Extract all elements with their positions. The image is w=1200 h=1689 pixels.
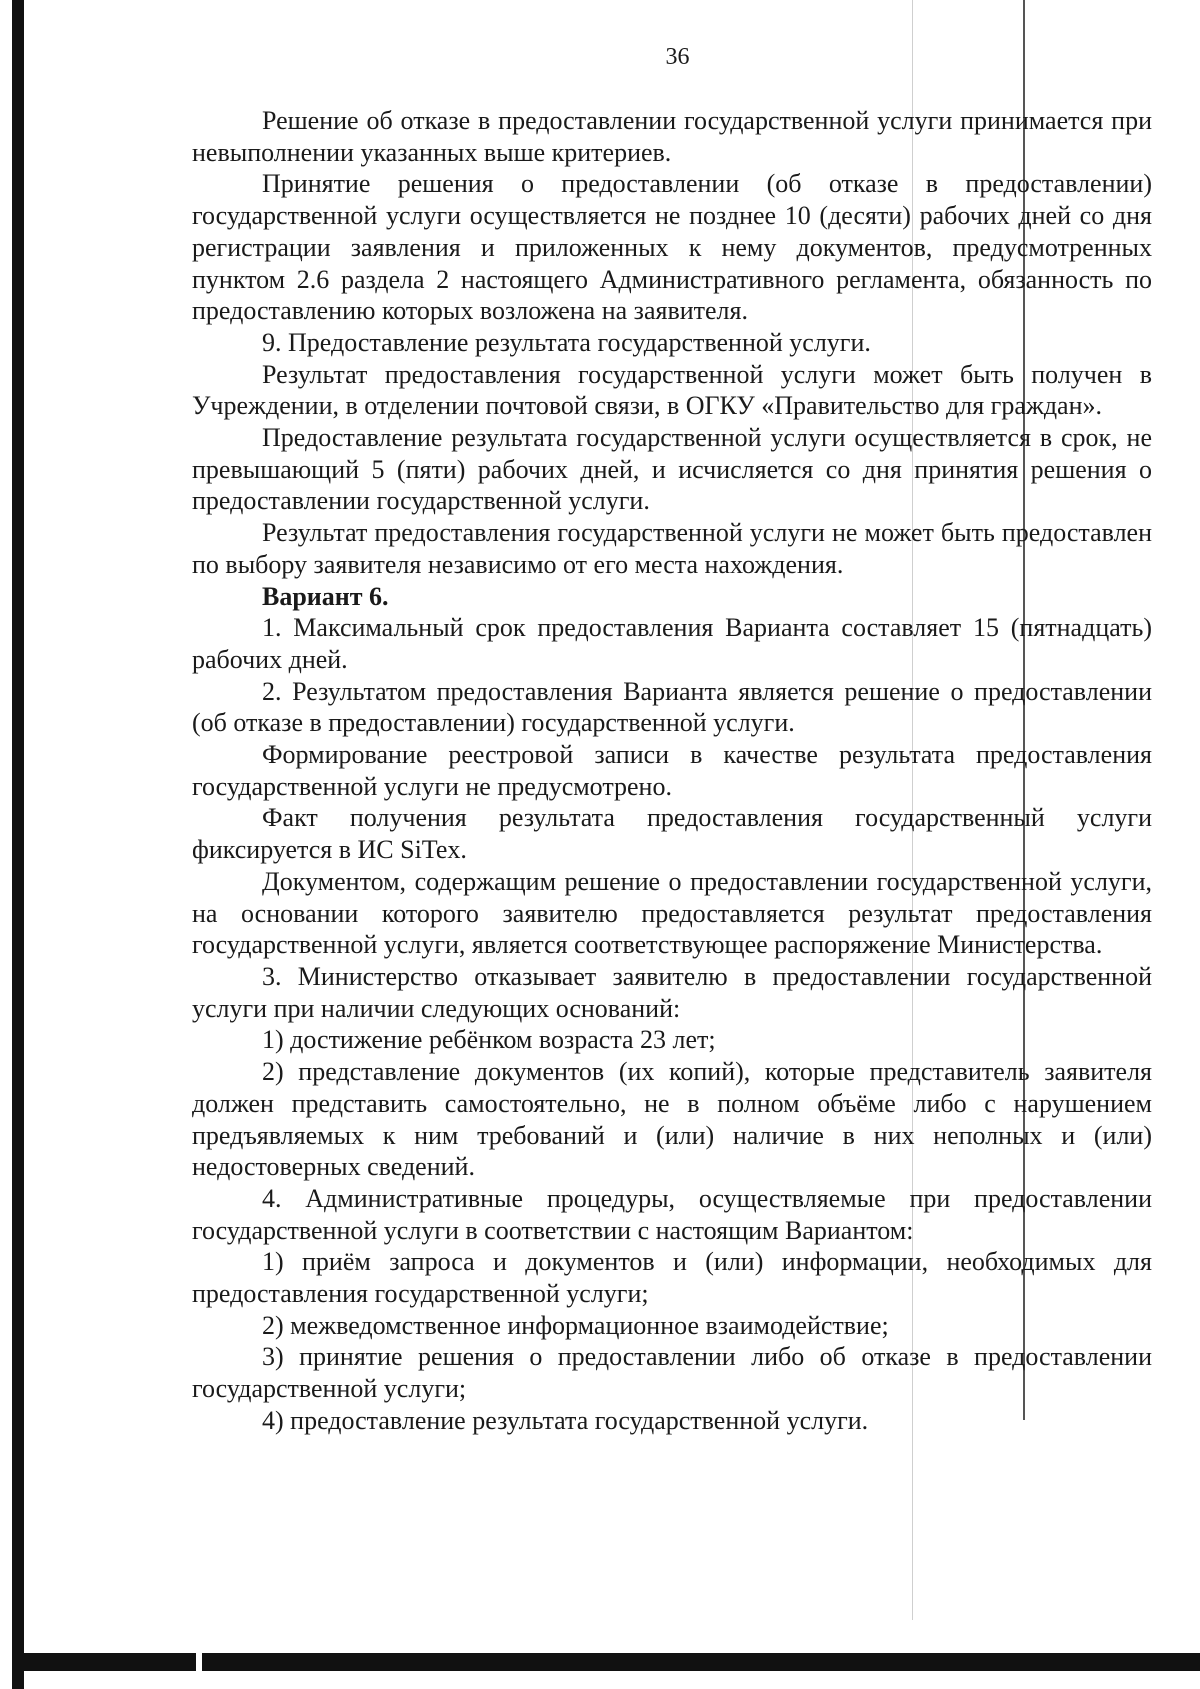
paragraph: Факт получения результата предоставления государственный услуги фиксируется в ИС SiTex. (192, 803, 1152, 865)
paragraph: Предоставление результата государственной услуги осуществляется в срок, не превышающий 5 (пяти) рабочих дней, и исчисляется со дня принятия решения о предоставлении государственной услуги. (192, 423, 1152, 516)
paragraph: Решение об отказе в предоставлении государственной услуги принимается при невыполнении указанных выше критериев. (192, 106, 1152, 167)
list-item: 1) достижение ребёнком возраста 23 лет; (262, 1025, 716, 1055)
list-item: 4) предоставление результата государственной услуги. (262, 1405, 869, 1435)
document-body (192, 105, 1152, 1437)
paragraph: 2. Результатом предоставления Варианта является решение о предоставлении (об отказе в предоставлении) государственной услуги. (192, 676, 1152, 738)
paragraph: 1. Максимальный срок предоставления Варианта составляет 15 (пятнадцать) рабочих дней. (192, 613, 1152, 674)
list-item: 2) представление документов (их копий), которые представитель заявителя должен представить самостоятельно, не в полном объёме либо с нарушением предъявляемых к ним требований и (или) наличие в них неполных и (или) недостоверных сведений. (192, 1057, 1152, 1182)
scan-left-border (12, 0, 24, 1689)
list-item: 2) межведомственное информационное взаимодействие; (262, 1310, 889, 1340)
paragraph: Результат предоставления государственной услуги может быть получен в Учреждении, в отделении почтовой связи, в ОГКУ «Правительство для граждан». (192, 359, 1152, 421)
paragraph: Результат предоставления государственной услуги не может быть предоставлен по выбору заявителя независимо от его места нахождения. (192, 518, 1152, 579)
section-heading: Вариант 6. (262, 581, 389, 611)
scan-bottom-border-gap (196, 1653, 202, 1671)
page-number: 36 (665, 44, 690, 70)
paragraph: Формирование реестровой записи в качестве результата предоставления государственной услуги не предусмотрено. (192, 740, 1152, 801)
list-item: 1) приём запроса и документов и (или) информации, необходимых для предоставления государственной услуги; (192, 1247, 1152, 1309)
paragraph: 3. Министерство отказывает заявителю в предоставлении государственной услуги при наличии следующих оснований: (192, 961, 1152, 1023)
paragraph: 9. Предоставление результата государственной услуги. (262, 327, 871, 357)
list-item: 3) принятие решения о предоставлении либо об отказе в предоставлении государственной услуги; (192, 1342, 1152, 1404)
paragraph: Принятие решения о предоставлении (об отказе в предоставлении) государственной услуги осуществляется не позднее 10 (десяти) рабочих дней со дня регистрации заявления и приложенных к нему документов, предусмотренных пунктом 2.6 раздела 2 настоящего Административного регламента, обязанность по предоставлению которых возложена на заявителя. (192, 169, 1152, 326)
paragraph: Документом, содержащим решение о предоставлении государственной услуги, на основании которого заявителю предоставляется результат предоставления государственной услуги, является соответствующее распоряжение Министерства. (192, 866, 1152, 960)
paragraph: 4. Административные процедуры, осуществляемые при предоставлении государственной услуги в соответствии с настоящим Вариантом: (192, 1183, 1152, 1245)
